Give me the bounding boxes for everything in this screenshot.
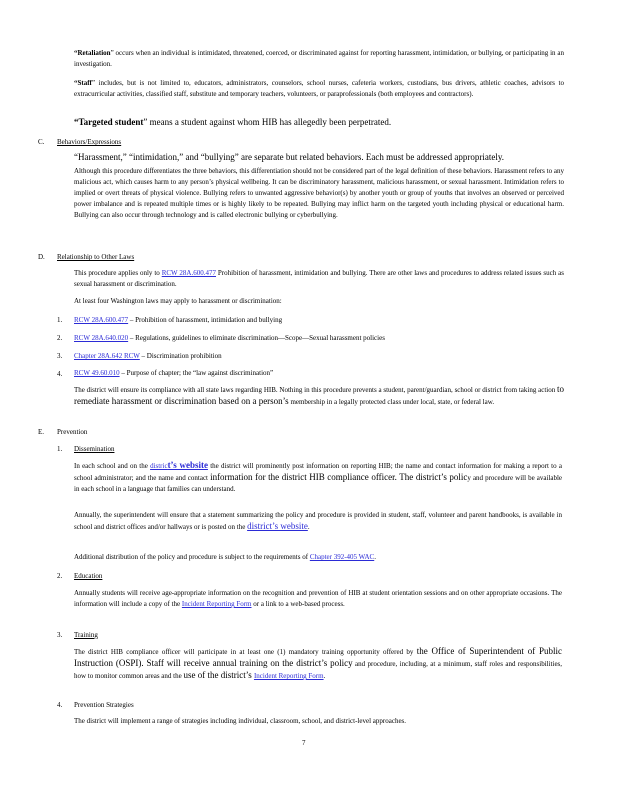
incident-form-link[interactable]: Incident Reporting Form	[181, 600, 252, 608]
section-letter: C.	[38, 138, 45, 146]
section-heading: Prevention	[57, 428, 88, 436]
section-letter: E.	[38, 428, 45, 436]
website-link[interactable]: distric	[150, 462, 168, 470]
distribution-paragraph: Additional distribution of the policy and procedure is subject to the requirements of Chapter 392-405 WAC.	[74, 553, 376, 561]
strategies-paragraph: The district will implement a range of strategies including individual, classroom, school, and district-level approaches.	[74, 717, 407, 725]
definition-retaliation: “Retaliation” occurs when an individual is intimidated, threatened, coerced, or discriminated against for reporting harassment, intimidation, or bullying, or participating in an investigation.	[74, 49, 564, 68]
website-link[interactable]: t’s website	[167, 460, 208, 470]
law-list-item: RCW 49.60.010 – Purpose of chapter; the “law against discrimination”	[74, 369, 274, 377]
definition-term: “Staff	[74, 79, 92, 87]
law-list-item: Chapter 28A.642 RCW – Discrimination prohibition	[74, 352, 222, 360]
dissemination-paragraph: In each school and on the district’s website the district will prominently post information on reporting HIB; the name and contact information for making a report to a school administrator; and the name and contact information for the district HIB compliance officer. The district’s policy and procedure will be available in each school in a language that families can understand.	[74, 460, 562, 493]
law-link[interactable]: RCW 49.60.010	[74, 369, 120, 377]
incident-form-link[interactable]: Incident Reporting Form	[253, 672, 324, 680]
training-paragraph: The district HIB compliance officer will participate in at least one (1) mandatory training opportunity offered by the Office of Superintendent of Public Instruction (OSPI). Staff will receive annual training on the district’s policy and procedure, including, at a minimum, staff roles and responsibilities, how to monitor common areas and the use of the district’s Incident Reporting Form.	[74, 646, 563, 680]
law-list-item: RCW 28A.640.020 – Regulations, guidelines to eliminate discrimination—Scope—Sexual harassment policies	[74, 334, 385, 342]
definition-term: “Targeted student	[74, 117, 144, 127]
law-link[interactable]: Chapter 28A.642 RCW	[74, 352, 140, 360]
section-c-lead: “Harassment,” “intimidation,” and “bullying” are separate but related behaviors. Each must be addressed appropriately.	[74, 152, 505, 162]
definition-targeted-student: “Targeted student” means a student against whom HIB has allegedly been perpetrated.	[74, 117, 392, 127]
section-heading: Behaviors/Expressions	[57, 138, 122, 146]
section-d-at-least: At least four Washington laws may apply to harassment or discrimination:	[74, 297, 282, 305]
definition-term: “Retaliation	[74, 49, 111, 57]
section-d-intro: This procedure applies only to RCW 28A.600.477 Prohibition of harassment, intimidation and bullying. There are other laws and procedures to address related issues such as sexual harassment or discrimination.	[74, 269, 565, 288]
subsection-title: Training	[74, 631, 98, 639]
section-d-closing: The district will ensure its compliance with all state laws regarding HIB. Nothing in this procedure prevents a student, parent/guardian, school or district from taking action to remediate harassment or discrimination based on a person’s membership in a legally protected class under local, state, or federal law.	[74, 384, 564, 406]
wac-link[interactable]: Chapter 392-405 WAC	[309, 553, 375, 561]
subsection-title: Prevention Strategies	[74, 701, 134, 709]
rcw-link[interactable]: RCW 28A.600.477	[161, 269, 216, 277]
subsection-title: Dissemination	[74, 445, 115, 453]
page-number: 7	[302, 739, 306, 747]
section-letter: D.	[38, 253, 45, 261]
law-list-item: RCW 28A.600.477 – Prohibition of harassment, intimidation and bullying	[74, 316, 283, 324]
district-website-link[interactable]: district’s website	[247, 521, 308, 531]
section-heading: Relationship to Other Laws	[57, 253, 135, 261]
definition-staff: “Staff” includes, but is not limited to, educators, administrators, counselors, school nurses, cafeteria workers, custodians, bus drivers, athletic coaches, advisors to extracurricular activities, classified staff, substitute and temporary teachers, volunteers, or paraprofessionals (both employees and contractors).	[74, 79, 564, 98]
section-c-body: Although this procedure differentiates the three behaviors, this differentiation should not be considered part of the legal definition of these behaviors. Harassment refers to any malicious act, which causes harm to any person’s physical wellbeing. It can be discriminatory harassment, malicious harassment, or sexual harassment. Intimidation refers to implied or overt threats of physical violence. Bullying refers to unwanted aggressive behavior(s) by another youth or group of youths that involves an observed or perceived power imbalance and is repeated multiple times or is highly likely to be repeated. Bullying may inflict harm on the targeted youth including physical or educational harm. Bullying can also occur through technology and is called electronic bullying or cyberbullying.	[74, 167, 564, 219]
law-link[interactable]: RCW 28A.600.477	[74, 316, 129, 324]
handbook-paragraph: Annually, the superintendent will ensure that a statement summarizing the policy and procedure is provided in student, staff, volunteer and parent handbooks, is available in school and district offices and/or hallways or is posted on the district’s website.	[74, 511, 562, 531]
law-link[interactable]: RCW 28A.640.020	[74, 334, 129, 342]
subsection-title: Education	[74, 572, 103, 580]
education-paragraph: Annually students will receive age-appropriate information on the recognition and prevention of HIB at student orientation sessions and on other appropriate occasions. The information will include a copy of the Incident Reporting Form or a link to a web-based process.	[74, 589, 562, 608]
document-page: “Retaliation” occurs when an individual is intimidated, threatened, coerced, or discriminated against for reporting harassment, intimidation, or bullying, or participating in an investigation. “Staff” includes, but is not limited to, educators, administrators, counselors, school nurses, cafeteria workers, custodians, bus drivers, athletic coaches, advisors to extracurricular activities, classified staff, substitute and temporary teachers, volunteers, or paraprofessionals (both employees and contractors). “Targeted student” means a student against whom HIB has allegedly been perpetrated. C. Behaviors/Expressions “Harassment,” “intimidation,” and “bullying” are separate but related behaviors. Each must be addressed appropriately. Although this procedure differentiates the three behaviors, this differentiation should not be considered part of the legal definition of these behaviors. Harassment refers to any malicious act, which causes harm to any person’s physical wellbeing. It can be discriminatory harassment, malicious harassment, or sexual harassment. Intimidation refers to implied or overt threats of physical violence. Bullying refers to unwanted aggressive behavior(s) by another youth or group of youths that involves an observed or perceived power imbalance and is repeated multiple times or is highly likely to be repeated. Bullying may inflict harm on the targeted youth including physical or educational harm. Bullying can also occur through technology and is called electronic bullying or cyberbullying. D. Relationship to Other Laws This procedure applies only to RCW 28A.600.477 Prohibition of harassment, intimidation and bullying. There are other laws and procedures to address related issues such as sexual harassment or discrimination. At least four Washington laws may apply to harassment or discrimination: 1. RCW 28A.600.477 – Prohibition of harassment, intimidation and bullying 2. RCW 28A.640.020 – Regulations, guidelines to eliminate discrimination—Scope—Sexual harassment policies 3. Chapter 28A.642 RCW – Discrimination prohibition 4. RCW 49.60.010 – Purpose of chapter; the “law against discrimination” The district will ensure its compliance with all state laws regarding HIB. Nothing in this procedure prevents a student, parent/guardian, school or district from taking action to remediate harassment or discrimination based on a person’s membership in a legally protected class under local, state, or federal law. E. Prevention 1. Dissemination In each school and on the district’s website the district will prominently post information on reporting HIB; the name and contact information for making a report to a school administrator; and the name and contact information for the district HIB compliance officer. The district’s policy and procedure will be available in each school in a language that families can understand. Annually, the superintendent will ensure that a statement summarizing the policy and procedure is provided in student, staff, volunteer and parent handbooks, is available in school and district offices and/or hallways or is posted on the district’s website. Additional distribution of the policy and procedure is subject to the requirements of Chapter 392-405 WAC. 2. Education Annually students will receive age-appropriate information on the recognition and prevention of HIB at student orientation sessions and on other appropriate occasions. The information will include a copy of the Incident Reporting Form or a link to a web-based process. 3. Training The district HIB compliance officer will participate in at least one (1) mandatory training opportunity offered by the Office of Superintendent of Public Instruction (OSPI). Staff will receive annual training on the district’s policy and procedure, including, at a minimum, staff roles and responsibilities, how to monitor common areas and the use of the district’s Incident Reporting Form. 4. Prevention Strategies The district will implement a range of strategies including individual, classroom, school, and district-level approaches. 7	[38, 49, 565, 747]
